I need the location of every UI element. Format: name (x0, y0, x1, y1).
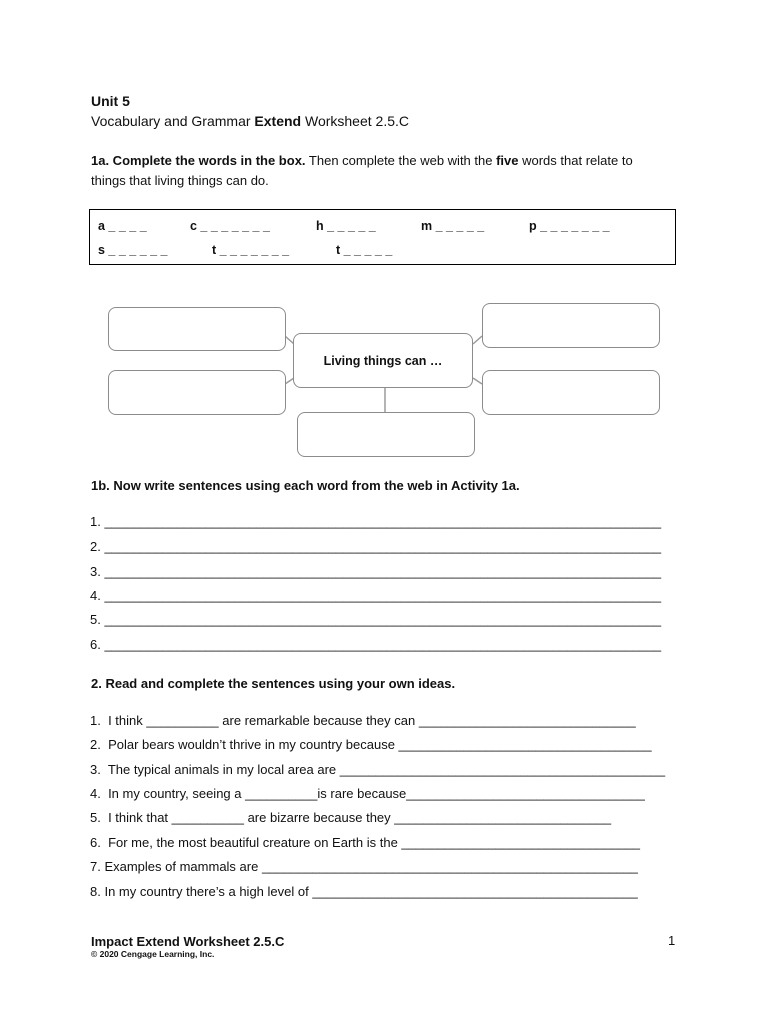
instruction-1a-five: five (496, 153, 519, 168)
subtitle-post: Worksheet 2.5.C (301, 113, 409, 129)
answer-line-1b-3[interactable]: 3. _____________________________________________________________________________ (90, 564, 662, 579)
sentence-2-8[interactable]: 8. In my country there’s a high level of _____________________________________________ (90, 884, 638, 899)
word-t2: t _ _ _ _ _ (336, 243, 393, 257)
answer-line-1b-5[interactable]: 5. _____________________________________________________________________________ (90, 612, 662, 627)
page-number: 1 (668, 933, 676, 948)
word-a: a _ _ _ _ (98, 219, 147, 233)
sentence-2-3[interactable]: 3. The typical animals in my local area are _____________________________________________ (90, 762, 666, 777)
web-box-bottom-left[interactable] (108, 370, 286, 415)
word-s: s _ _ _ _ _ _ (98, 243, 168, 257)
word-h: h _ _ _ _ _ (316, 219, 376, 233)
answer-line-1b-4[interactable]: 4. _____________________________________________________________________________ (90, 588, 662, 603)
footer-title: Impact Extend Worksheet 2.5.C (91, 934, 285, 949)
word-p: p _ _ _ _ _ _ _ (529, 219, 610, 233)
web-box-bottom-center[interactable] (297, 412, 475, 457)
sentence-2-6[interactable]: 6. For me, the most beautiful creature on Earth is the _________________________________ (90, 835, 641, 850)
instruction-1a-bold: 1a. Complete the words in the box. (91, 153, 306, 168)
web-center-label: Living things can … (323, 353, 443, 368)
unit-title: Unit 5 (91, 93, 130, 109)
subtitle-pre: Vocabulary and Grammar (91, 113, 255, 129)
subtitle-bold: Extend (254, 113, 302, 129)
word-c: c _ _ _ _ _ _ _ (190, 219, 270, 233)
web-box-top-right[interactable] (482, 303, 660, 348)
instruction-1a-part3: words that relate to (518, 153, 633, 168)
sentence-2-7[interactable]: 7. Examples of mammals are ____________________________________________________ (90, 859, 638, 874)
word-t1: t _ _ _ _ _ _ _ (212, 243, 290, 257)
word-m: m _ _ _ _ _ (421, 219, 485, 233)
sentence-2-1[interactable]: 1. I think __________ are remarkable because they can ______________________________ (90, 713, 636, 728)
footer-copyright: © 2020 Cengage Learning, Inc. (91, 949, 215, 959)
answer-line-1b-2[interactable]: 2. _____________________________________________________________________________ (90, 539, 662, 554)
web-box-bottom-right[interactable] (482, 370, 660, 415)
activity-1b-instruction: 1b. Now write sentences using each word from the web in Activity 1a. (91, 478, 520, 493)
web-box-top-left[interactable] (108, 307, 286, 351)
answer-line-1b-6[interactable]: 6. _____________________________________________________________________________ (90, 637, 662, 652)
sentence-2-2[interactable]: 2. Polar bears wouldn’t thrive in my country because ___________________________________ (90, 737, 652, 752)
activity-2-instruction: 2. Read and complete the sentences using your own ideas. (91, 676, 456, 691)
answer-line-1b-1[interactable]: 1. _____________________________________________________________________________ (90, 514, 662, 529)
sentence-2-4[interactable]: 4. In my country, seeing a __________is rare because_________________________________ (90, 786, 645, 801)
web-center-node (293, 333, 473, 388)
activity-1a-instruction-line2: things that living things can do. (91, 173, 269, 188)
instruction-1a-part2: Then complete the web with the (305, 153, 497, 168)
sentence-2-5[interactable]: 5. I think that __________ are bizarre because they ______________________________ (90, 810, 612, 825)
